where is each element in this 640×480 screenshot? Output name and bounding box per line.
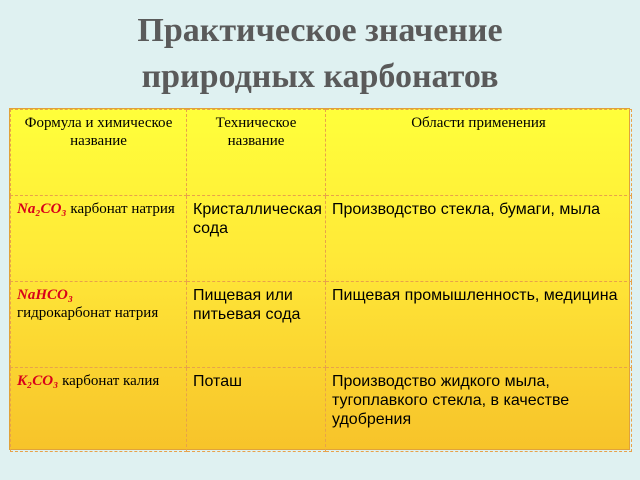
carbonates-table [9,108,630,450]
table-row [11,282,632,368]
chemical-formula: Na₂CO₃ [17,201,67,217]
title-line-2: природных карбонатов [141,58,499,95]
page-title [0,8,640,100]
technical-name: Поташ [187,368,326,452]
table-row [11,368,632,452]
header-formula: Формула и химическое название [11,110,187,196]
usage-text: Производство стекла, бумаги, мыла [326,196,632,282]
usage-text: Производство жидкого мыла, тугоплавкого стекла, в качестве удобрения [326,368,632,452]
formula-cell [11,196,187,282]
chemical-name: карбонат калия [62,373,160,389]
formula-cell [11,368,187,452]
formula-cell [11,282,187,368]
technical-name: Пищевая или питьевая сода [187,282,326,368]
table-row [11,196,632,282]
title-line-1: Практическое значение [137,12,503,49]
chemical-name: гидрокарбонат натрия [17,305,159,321]
table-header-row [11,110,632,196]
header-technical: Техническое название [187,110,326,196]
chemical-name: карбонат натрия [70,201,175,217]
usage-text: Пищевая промышленность, медицина [326,282,632,368]
chemical-formula: NaHCO₃ [17,287,74,303]
header-usage: Области применения [326,110,632,196]
technical-name: Кристаллическая сода [187,196,326,282]
chemical-formula: K₂CO₃ [17,373,59,389]
